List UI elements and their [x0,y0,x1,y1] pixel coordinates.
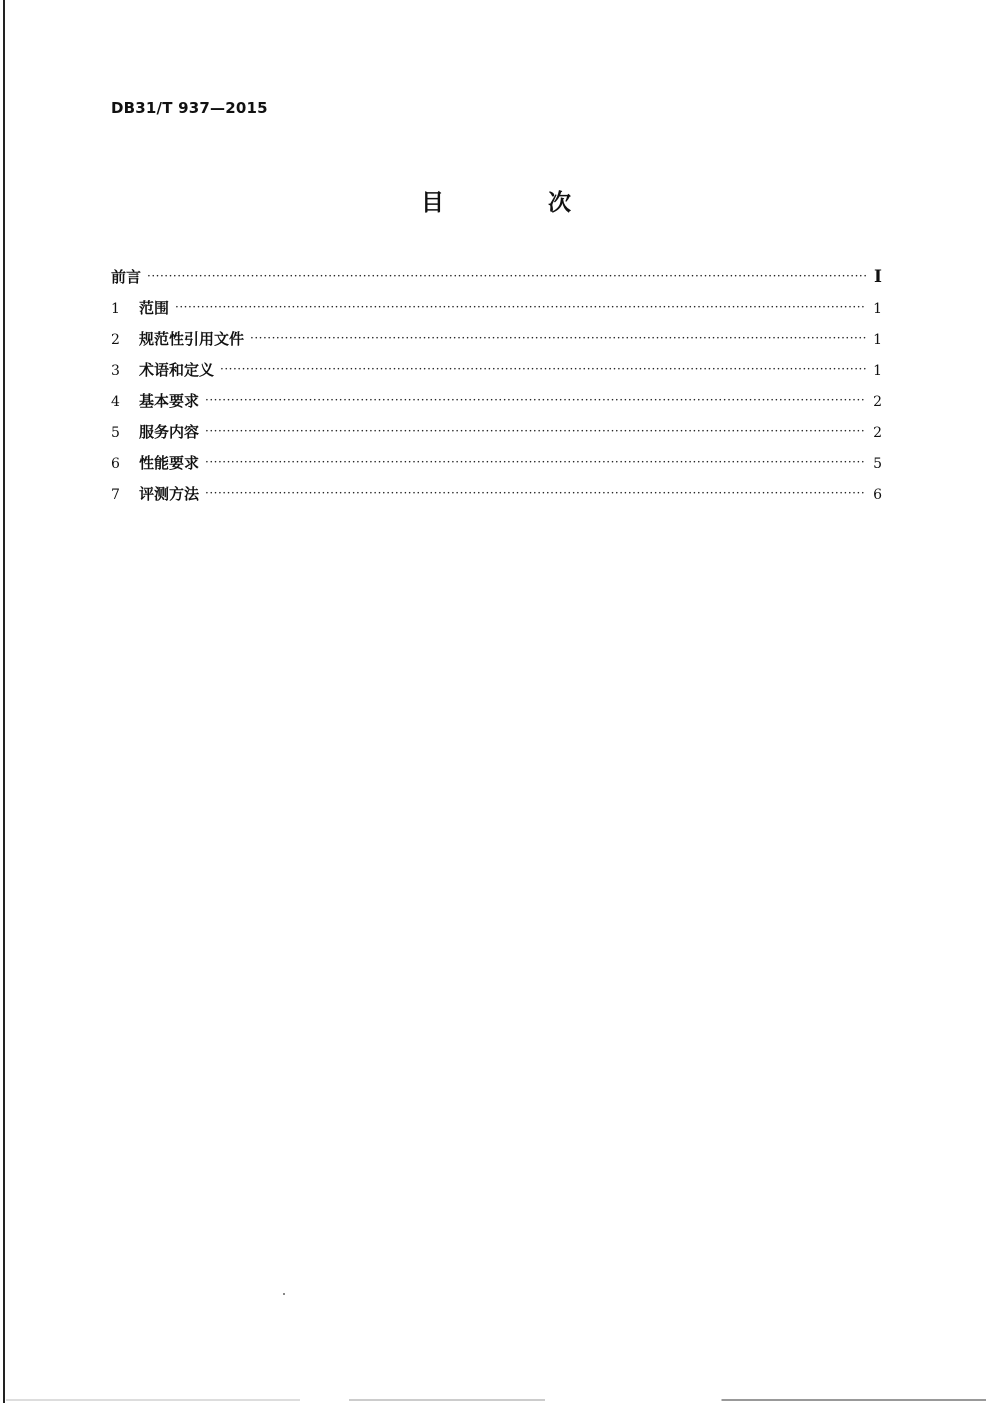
toc-entry-foreword[interactable] [111,266,882,297]
toc-entry-page: 2 [873,425,882,441]
toc-entry-number: 1 [111,301,120,317]
toc-entry-label: 评测方法 [139,485,200,503]
toc-entry-basic-requirements[interactable] [111,390,882,421]
table-of-contents [111,266,882,514]
toc-entry-scope[interactable] [111,297,882,328]
toc-entry-number: 5 [111,425,120,441]
toc-title: 目 次 [420,190,619,216]
toc-entry-label: 术语和定义 [139,361,215,379]
toc-entry-label: 前言 [111,268,142,286]
toc-entry-label: 性能要求 [139,454,200,472]
toc-entry-number: 6 [111,456,120,472]
toc-entry-number: 7 [111,487,120,503]
toc-entry-page: 5 [873,456,882,472]
toc-entry-page: 2 [873,394,882,410]
toc-entry-evaluation-methods[interactable] [111,483,882,514]
toc-leader-dots [205,486,866,500]
toc-entry-page: 6 [873,487,882,503]
toc-entry-label: 基本要求 [139,392,200,410]
toc-entry-page: 1 [873,301,882,317]
toc-entry-page: 1 [873,332,882,348]
document-code: DB31/T 937—2015 [111,99,268,117]
toc-leader-dots [205,455,866,469]
toc-leader-dots [220,362,866,376]
toc-entry-page: I [874,267,882,287]
toc-entry-label: 服务内容 [139,423,200,441]
toc-entry-label: 范围 [139,299,170,317]
toc-leader-dots [205,393,866,407]
toc-entry-performance-requirements[interactable] [111,452,882,483]
toc-entry-normative-references[interactable] [111,328,882,359]
toc-leader-dots [175,300,866,314]
toc-entry-number: 2 [111,332,120,348]
toc-entry-label: 规范性引用文件 [139,330,245,348]
toc-leader-dots [205,424,866,438]
toc-entry-service-content[interactable] [111,421,882,452]
toc-entry-page: 1 [873,363,882,379]
scan-speck [283,1293,285,1295]
toc-entry-number: 4 [111,394,120,410]
toc-entry-terms-definitions[interactable] [111,359,882,390]
toc-leader-dots [147,269,866,283]
page-bottom-edge [6,1399,986,1401]
toc-leader-dots [250,331,866,345]
toc-entry-number: 3 [111,363,120,379]
